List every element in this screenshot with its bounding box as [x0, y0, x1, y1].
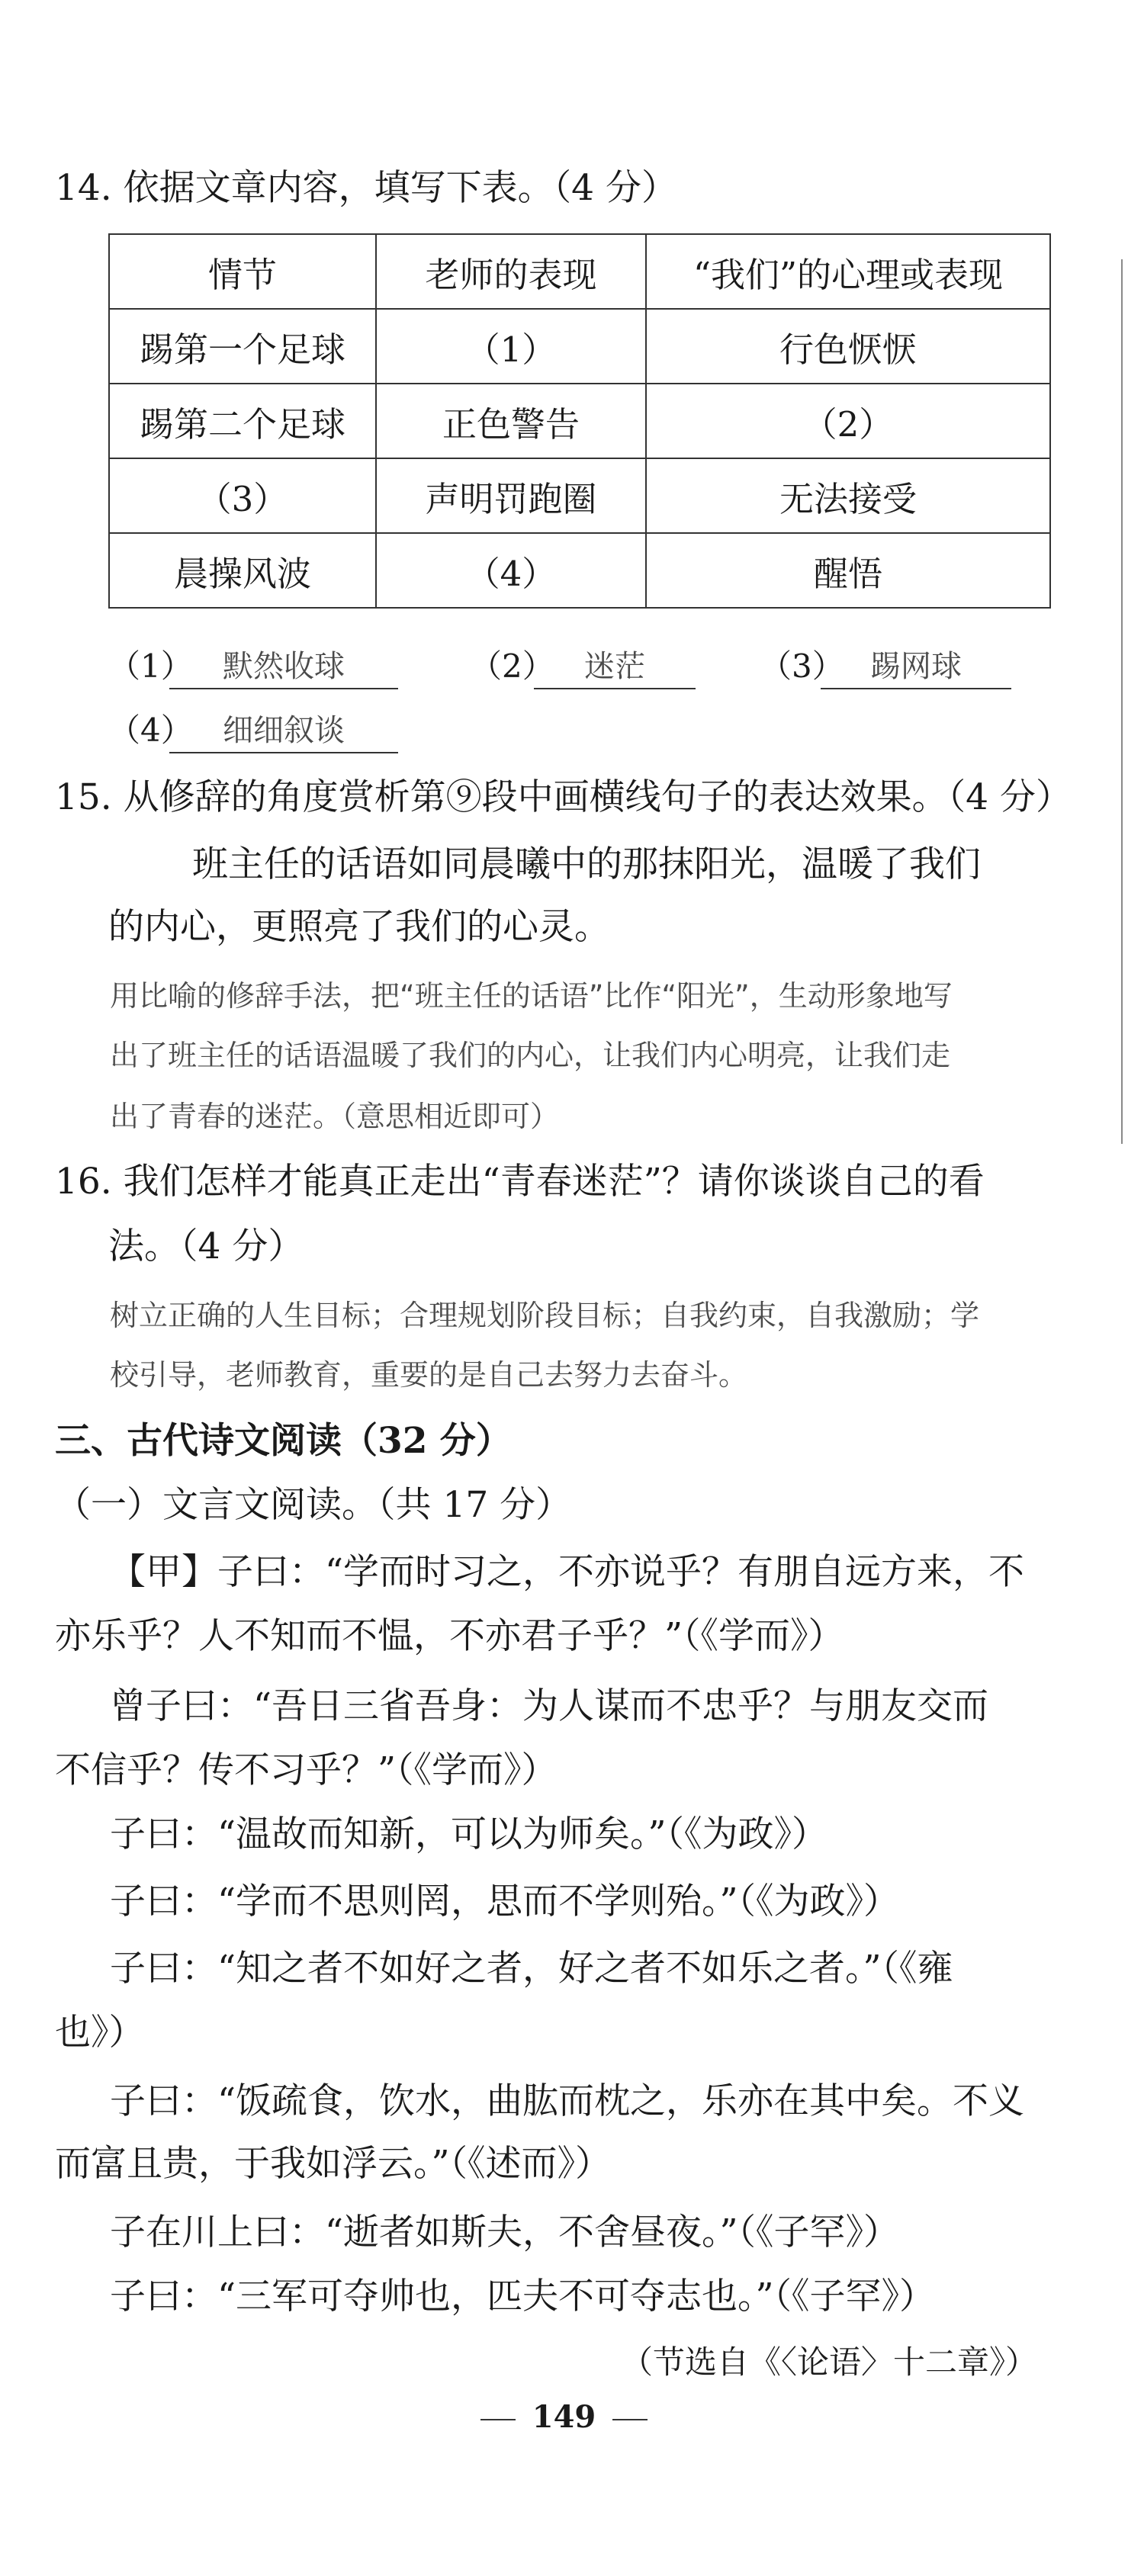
- table-cell: 踢第一个足球: [109, 309, 376, 384]
- q15-answer-line: 用比喻的修辞手法，把“班主任的话语”比作“阳光”，生动形象地写: [110, 979, 953, 1013]
- q16-answer-line: 校引导，老师教育，重要的是自己去努力去奋斗。: [110, 1358, 748, 1392]
- q15-answer-line: 出了班主任的话语温暖了我们的内心，让我们内心明亮，让我们走: [110, 1039, 951, 1072]
- page-number-dash: [612, 2419, 648, 2420]
- passage-line: 子在川上曰：“逝者如斯夫，不舍昼夜。”（《子罕》）: [110, 2211, 900, 2253]
- table-cell: 醒悟: [646, 533, 1050, 608]
- page-edge-line: [1121, 259, 1123, 1144]
- table-row: [109, 309, 1050, 384]
- table-header-cell: “我们”的心理或表现: [646, 234, 1050, 309]
- blank-answer: 迷茫: [534, 645, 696, 689]
- page-number-dash: [480, 2419, 516, 2420]
- passage-line: 曾子曰：“吾日三省吾身：为人谋而不忠乎？与朋友交而: [110, 1685, 989, 1727]
- passage-line: 亦乐乎？人不知而不愠，不亦君子乎？”（《学而》）: [55, 1615, 844, 1657]
- passage-line: 而富且贵，于我如浮云。”（《述而》）: [55, 2143, 612, 2185]
- table-header-cell: 老师的表现: [376, 234, 646, 309]
- table-cell: 踢第二个足球: [109, 384, 376, 458]
- q15-quote-line: 班主任的话语如同晨曦中的那抹阳光，温暖了我们: [192, 843, 981, 885]
- q14-table: [108, 233, 1051, 609]
- blank-label: （1）: [108, 647, 193, 685]
- blank-answer: 默然收球: [169, 645, 398, 689]
- q16-title-line: 法。（4 分）: [108, 1225, 304, 1267]
- page-number-value: 149: [532, 2399, 596, 2435]
- q16-title-line: 16. 我们怎样才能真正走出“青春迷茫”？请你谈谈自己的看: [55, 1161, 985, 1203]
- table-header-row: [109, 234, 1050, 309]
- table-row: [109, 458, 1050, 533]
- q16-answer-line: 树立正确的人生目标；合理规划阶段目标；自我约束，自我激励；学: [110, 1299, 980, 1332]
- section-heading: 三、古代诗文阅读（32 分）: [55, 1420, 512, 1462]
- table-row: [109, 533, 1050, 608]
- q15-answer-line: 出了青春的迷茫。（意思相近即可）: [110, 1100, 560, 1133]
- q15-quote-line: 的内心，更照亮了我们的心灵。: [108, 906, 610, 948]
- table-cell: 正色警告: [376, 384, 646, 458]
- blank-label: （3）: [760, 647, 844, 685]
- passage-line: 子曰：“三军可夺帅也，匹夫不可夺志也。”（《子罕》）: [110, 2276, 936, 2317]
- passage-line: 不信乎？传不习乎？”（《学而》）: [55, 1749, 558, 1791]
- table-header-cell: 情节: [109, 234, 376, 309]
- passage-source: （节选自《〈论语〉十二章》）: [621, 2343, 1038, 2381]
- table-cell: （3）: [109, 458, 376, 533]
- table-cell: 行色恹恹: [646, 309, 1050, 384]
- passage-line: 子曰：“知之者不如好之者，好之者不如乐之者。”（《雍: [110, 1948, 953, 1990]
- blank-answer: 细细叙谈: [169, 709, 398, 753]
- passage-line: 子曰：“学而不思则罔，思而不学则殆。”（《为政》）: [110, 1881, 900, 1922]
- q15-title: 15. 从修辞的角度赏析第⑨段中画横线句子的表达效果。（4 分）: [55, 776, 1072, 818]
- blank-label: （2）: [470, 647, 554, 685]
- table-cell: 晨操风波: [109, 533, 376, 608]
- q14-title: 14. 依据文章内容，填写下表。（4 分）: [55, 167, 678, 209]
- table-row: [109, 384, 1050, 458]
- table-cell: 无法接受: [646, 458, 1050, 533]
- passage-line: 【甲】子曰：“学而时习之，不亦说乎？有朋自远方来，不: [110, 1551, 1025, 1593]
- table-cell: （2）: [646, 384, 1050, 458]
- passage-line: 子曰：“饭疏食，饮水，曲肱而枕之，乐亦在其中矣。不义: [110, 2080, 1025, 2122]
- subsection-heading: （一）文言文阅读。（共 17 分）: [55, 1484, 572, 1526]
- page-number: [0, 2396, 1128, 2439]
- passage-line: 也》）: [55, 2012, 145, 2054]
- table-cell: 声明罚跑圈: [376, 458, 646, 533]
- table-cell: （1）: [376, 309, 646, 384]
- blank-label: （4）: [108, 711, 193, 749]
- table-cell: （4）: [376, 533, 646, 608]
- passage-line: 子曰：“温故而知新，可以为师矣。”（《为政》）: [110, 1813, 828, 1855]
- blank-answer: 踢网球: [821, 645, 1011, 689]
